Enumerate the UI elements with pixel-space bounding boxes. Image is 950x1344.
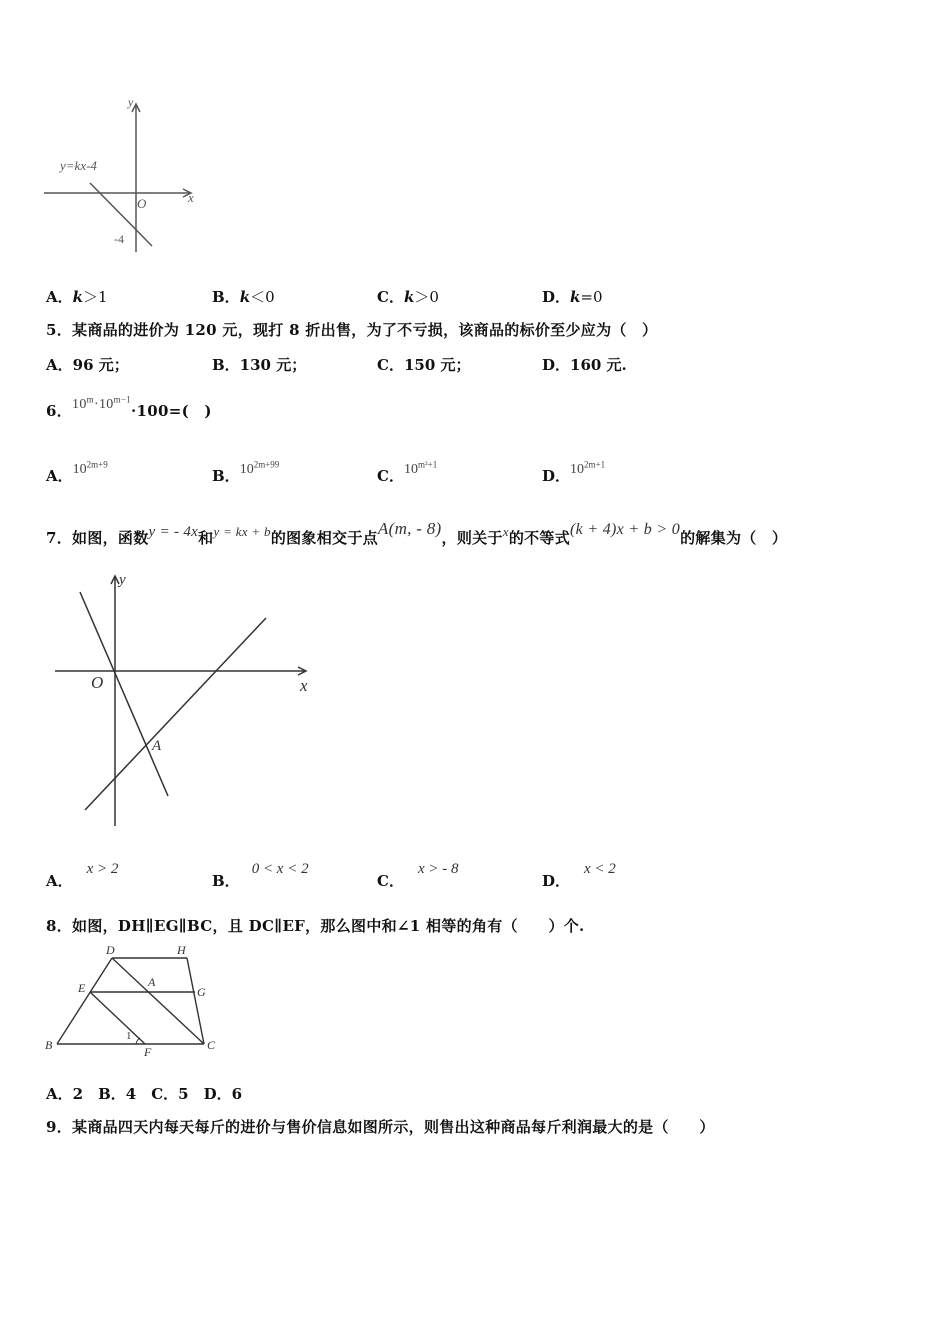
- x-axis-label: x: [300, 676, 308, 695]
- label-e: E: [78, 981, 86, 995]
- x-axis-label: x: [188, 190, 194, 205]
- q4-option-a: A．k＞1: [46, 288, 108, 306]
- q7-option-b: B．0 < x < 2: [212, 861, 309, 890]
- figure-q8-trapezoid: [40, 940, 230, 1062]
- line-equation-label: y=kx-4: [60, 158, 97, 173]
- label-d: D: [106, 943, 115, 957]
- point-a-label: A: [152, 738, 162, 754]
- q6-option-c: C．$10^{m^2+1}$: [377, 459, 438, 485]
- q5-option-c: C．150 元；: [377, 356, 471, 374]
- q7-option-c: C．x > - 8: [377, 861, 459, 890]
- q6-option-b: B．$10^{2m+99}$: [212, 459, 280, 485]
- label-f: F: [144, 1045, 152, 1059]
- q5-option-a: A．96 元；: [46, 356, 129, 374]
- segment-ef: [90, 992, 145, 1044]
- q4-option-d: D．k=0: [542, 288, 603, 306]
- label-angle-1: 1: [126, 1030, 132, 1042]
- q6-text: 6．$10^m\cdot 10^{m-1}\cdot 100=$( ): [46, 394, 212, 420]
- label-b: B: [45, 1038, 53, 1052]
- origin-label: O: [91, 673, 104, 692]
- q5-text: 5．某商品的进价为 120 元，现打 8 折出售，为了不亏损，该商品的标价至少应为（ ）: [46, 321, 658, 339]
- y-axis-label: y: [119, 572, 126, 588]
- q4-option-b: B．k＜0: [212, 288, 275, 306]
- q4-option-c: C．k＞0: [377, 288, 439, 306]
- q6-option-a: A．$10^{2m+9}$: [46, 459, 108, 485]
- label-c: C: [207, 1038, 216, 1052]
- figure-line-kx-minus-4: [40, 92, 210, 262]
- q7-text: 7．如图，函数y = - 4x和y = kx + b的图象相交于点A(m, - 8)，则关于x的不等式(k + 4)x + b > 0的解集为（ ）: [46, 519, 788, 547]
- q8-options: A．2 B．4 C．5 D．6: [46, 1085, 243, 1103]
- origin-label: O: [137, 196, 147, 211]
- q7-option-d: D．x < 2: [542, 861, 616, 890]
- y-axis-label: y: [128, 95, 134, 109]
- q5-option-b: B．130 元；: [212, 356, 307, 374]
- label-h: H: [177, 943, 186, 957]
- q6-option-d: D．$10^{2m+1}$: [542, 459, 606, 485]
- label-a: A: [148, 975, 156, 989]
- label-g: G: [197, 985, 206, 999]
- intercept-label: -4: [114, 232, 124, 246]
- figure-q7-intersecting-lines: [50, 570, 320, 832]
- q5-option-d: D．160 元.: [542, 356, 627, 374]
- q7-option-a: A．x > 2: [46, 861, 119, 890]
- line-y-eq-minus-4x: [80, 592, 168, 796]
- line-y-eq-kx-plus-b: [85, 618, 266, 810]
- angle-1-arc: [136, 1038, 140, 1044]
- q8-text: 8．如图，DH∥EG∥BC，且 DC∥EF，那么图中和∠1 相等的角有（ ）个.: [46, 917, 585, 935]
- q9-text: 9．某商品四天内每天每斤的进价与售价信息如图所示，则售出这种商品每斤利润最大的是（ ）: [46, 1118, 715, 1136]
- segment-bd: [57, 958, 112, 1044]
